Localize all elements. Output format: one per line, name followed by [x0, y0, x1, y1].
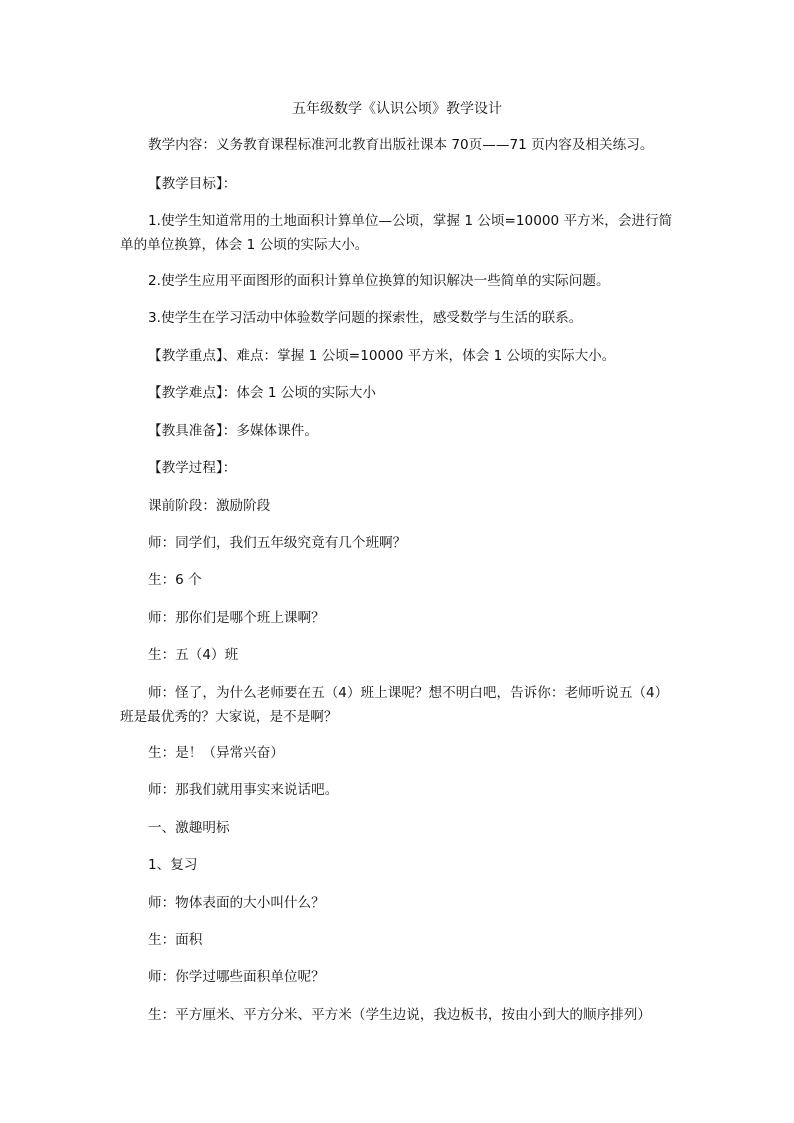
paragraph-objective-3: 3.使学生在学习活动中体验数学问题的探索性，感受数学与生活的联系。: [148, 310, 583, 326]
paragraph-materials: 【教具准备】：多媒体课件。: [148, 423, 318, 439]
paragraph-dialogue-7: 师：那我们就用事实来说话吧。: [148, 782, 339, 798]
paragraph-dialogue-2: 生：6 个: [148, 572, 202, 588]
paragraph-dialogue-6: 生：是！（异常兴奋）: [148, 745, 284, 761]
paragraph-key-points: 【教学重点】、难点：掌握 1 公顷=10000 平方米，体会 1 公顷的实际大小。: [148, 348, 616, 364]
paragraph-dialogue-1: 师：同学们，我们五年级究竟有几个班啊？: [148, 535, 407, 551]
paragraph-dialogue-5: 师：怪了，为什么老师要在五（4）班上课呢？想不明白吧，告诉你：老师听说五（4）班是最优秀的？大家说，是不是啊？: [120, 685, 669, 725]
paragraph-dialogue-3: 师：那你们是哪个班上课啊？: [148, 610, 325, 626]
paragraph-review: 1、复习: [148, 857, 198, 873]
paragraph-objectives-heading: 【教学目标】：: [148, 176, 237, 192]
paragraph-difficulty: 【教学难点】：体会 1 公顷的实际大小: [148, 385, 376, 401]
document-title: 五年级数学《认识公顷》教学设计: [292, 101, 502, 117]
paragraph-section-1: 一、激趣明标: [148, 820, 230, 836]
paragraph-dialogue-10: 师：你学过哪些面积单位呢？: [148, 969, 325, 985]
paragraph-pre-class: 课前阶段：激励阶段: [148, 498, 271, 514]
paragraph-dialogue-11: 生：平方厘米、平方分米、平方米（学生边说，我边板书，按由小到大的顺序排列）: [148, 1007, 651, 1023]
paragraph-process-heading: 【教学过程】：: [148, 460, 237, 476]
paragraph-teaching-content: 教学内容：义务教育课程标准河北教育出版社课本 70页——71 页内容及相关练习。: [148, 137, 654, 153]
paragraph-dialogue-8: 师：物体表面的大小叫什么？: [148, 895, 325, 911]
paragraph-objective-2: 2.使学生应用平面图形的面积计算单位换算的知识解决一些简单的实际问题。: [148, 273, 610, 289]
paragraph-dialogue-9: 生：面积: [148, 932, 203, 948]
paragraph-objective-1: 1.使学生知道常用的土地面积计算单位—公顷，掌握 1 公顷=10000 平方米，会进行简单的单位换算，体会 1 公顷的实际大小。: [120, 213, 673, 253]
paragraph-dialogue-4: 生：五（4）班: [148, 647, 239, 663]
